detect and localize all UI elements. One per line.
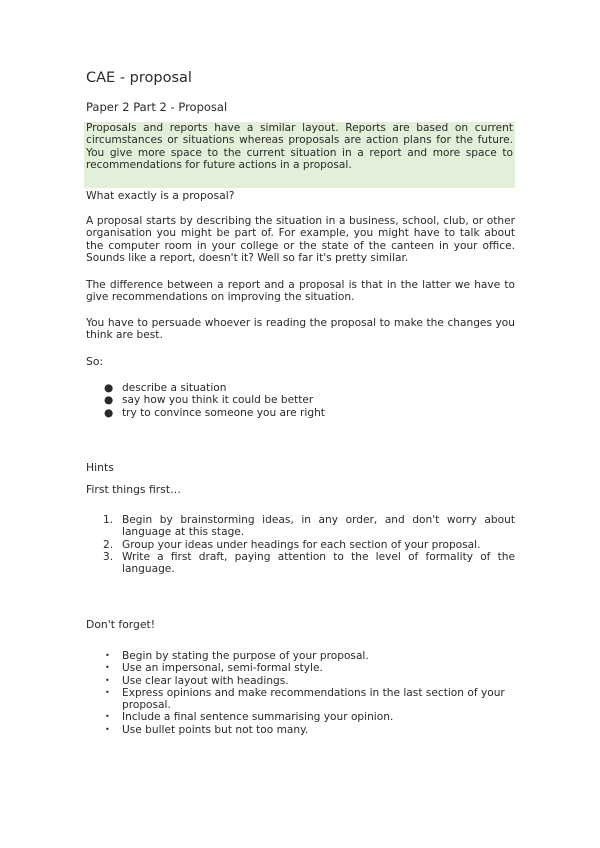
so-list <box>86 382 325 419</box>
what-heading: What exactly is a proposal? <box>86 189 235 202</box>
intro-highlight-box <box>84 122 515 188</box>
list-item: ● describe a situation <box>104 382 227 394</box>
bullet-icon: • <box>105 651 110 660</box>
paragraph-2: The difference between a report and a proposal is that in the latter we have to give recommendations on improving the situation. <box>86 279 515 304</box>
intro-text: Proposals and reports have a similar layout. Reports are based on current circumstances or situations whereas proposals are action plans for the future. You give more space to the current situation in a report and more space to recommendations for future actions in a proposal. <box>86 122 513 171</box>
list-item: 2. Group your ideas under headings for each section of your proposal. <box>103 538 481 551</box>
list-item: 3. Write a first draft, paying attention to the level of formality of the language. <box>103 550 515 576</box>
document-title: CAE - proposal <box>86 70 192 86</box>
dont-forget-list <box>86 650 515 736</box>
bullet-icon: • <box>105 724 110 734</box>
list-item: • Use clear layout with headings. <box>105 674 289 687</box>
bullet-icon: ● <box>104 406 114 419</box>
bullet-icon: ● <box>104 394 114 407</box>
paragraph-1: A proposal starts by describing the situation in a business, school, club, or other organisation you might be part of. For example, you might have to talk about the computer room in your college or the state of the canteen in your office. Sounds like a report, doesn't it? Well so far it's pretty similar. <box>86 215 515 264</box>
dont-forget-heading: Don't forget! <box>86 618 156 631</box>
document-subtitle: Paper 2 Part 2 - Proposal <box>86 100 228 114</box>
list-item: • Begin by stating the purpose of your proposal. <box>105 650 369 662</box>
list-item: ● say how you think it could be better <box>104 394 314 407</box>
list-item: • Use an impersonal, semi-formal style. <box>105 662 323 675</box>
so-label: So: <box>86 355 104 368</box>
hints-heading: Hints <box>86 461 114 474</box>
list-item: ● try to convince someone you are right <box>104 406 325 419</box>
bullet-icon: • <box>105 712 110 722</box>
list-item: 1. Begin by brainstorming ideas, in any order, and don't worry about language at this stage. <box>103 514 515 539</box>
first-things-heading: First things first… <box>86 483 181 496</box>
first-things-list <box>86 514 515 575</box>
bullet-icon: • <box>105 663 110 673</box>
bullet-icon: • <box>105 687 110 697</box>
list-item: • Use bullet points but not too many. <box>105 723 309 736</box>
bullet-icon: • <box>105 675 110 685</box>
bullet-icon: ● <box>104 382 114 394</box>
list-item: • Include a final sentence summarising your opinion. <box>105 711 394 724</box>
list-item: • Express opinions and make recommendations in the last section of your proposal. <box>105 686 505 712</box>
paragraph-3: You have to persuade whoever is reading the proposal to make the changes you think are best. <box>86 317 515 342</box>
